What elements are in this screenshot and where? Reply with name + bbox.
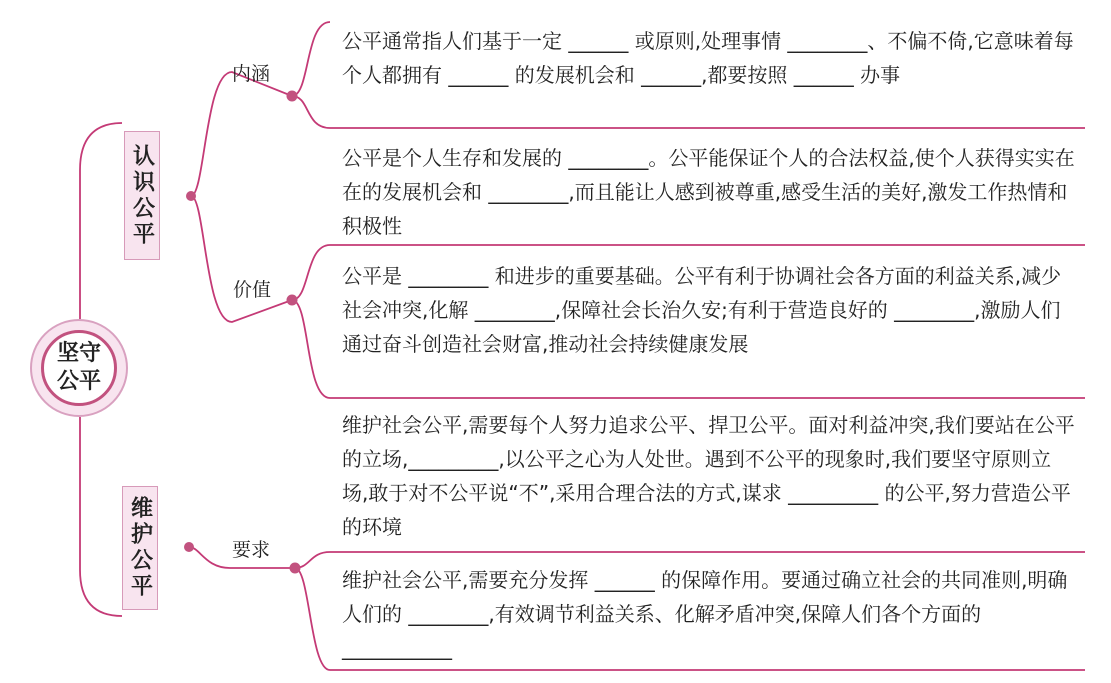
- branch-box-weihu: [122, 486, 158, 610]
- text-block-yaoqiu-1: 维护社会公平,需要每个人努力追求公平、捍卫公平。面对利益冲突,我们要站在公平的立场,_________,以公平之心为人处世。遇到不公平的现象时,我们要坚守原则立场,敢于对不公平说“不”,采用合理合法的方式,谋求 _________ 的公平,努力营造公平的环境: [342, 413, 1075, 539]
- branch-box-renshi: [124, 131, 160, 260]
- branch-dot-renshi: [186, 191, 196, 201]
- sub-label-yaoqiu: 要求: [232, 539, 271, 561]
- sub-dot-jiazhi: [287, 295, 298, 306]
- text-block-jiazhi-1: 公平是个人生存和发展的 ________。公平能保证个人的合法权益,使个人获得实实在在的发展机会和 ________,而且能让人感到被尊重,感受生活的美好,激发工作热情和积极性: [342, 146, 1075, 238]
- text-block-yaoqiu-2: 维护社会公平,需要充分发挥 ______ 的保障作用。要通过确立社会的共同准则,明确人们的 ________,有效调节利益关系、化解矛盾冲突,保障人们各个方面的 ___________: [342, 568, 1068, 660]
- text-block-neihan: 公平通常指人们基于一定 ______ 或原则,处理事情 ________、不偏不倚,它意味着每个人都拥有 ______ 的发展机会和 ______,都要按照 ______ 办事: [342, 29, 1074, 87]
- sub-dot-neihan: [287, 91, 298, 102]
- text-block-jiazhi-2: 公平是 ________ 和进步的重要基础。公平有利于协调社会各方面的利益关系,减少社会冲突,化解 ________,保障社会长治久安;有利于营造良好的 ________,激励人们通过奋斗创造社会财富,推动社会持续健康发展: [342, 264, 1062, 356]
- sub-label-neihan: 内涵: [232, 63, 271, 85]
- sub-dot-yaoqiu: [290, 563, 301, 574]
- center-node-title: 坚守公平: [56, 341, 101, 394]
- branch-title-weihu: 维护公平: [127, 496, 153, 600]
- branch-dot-weihu: [184, 542, 194, 552]
- sub-label-jiazhi: 价值: [233, 279, 272, 301]
- branch-title-renshi: 认识公平: [129, 143, 155, 248]
- center-node: [41, 330, 117, 406]
